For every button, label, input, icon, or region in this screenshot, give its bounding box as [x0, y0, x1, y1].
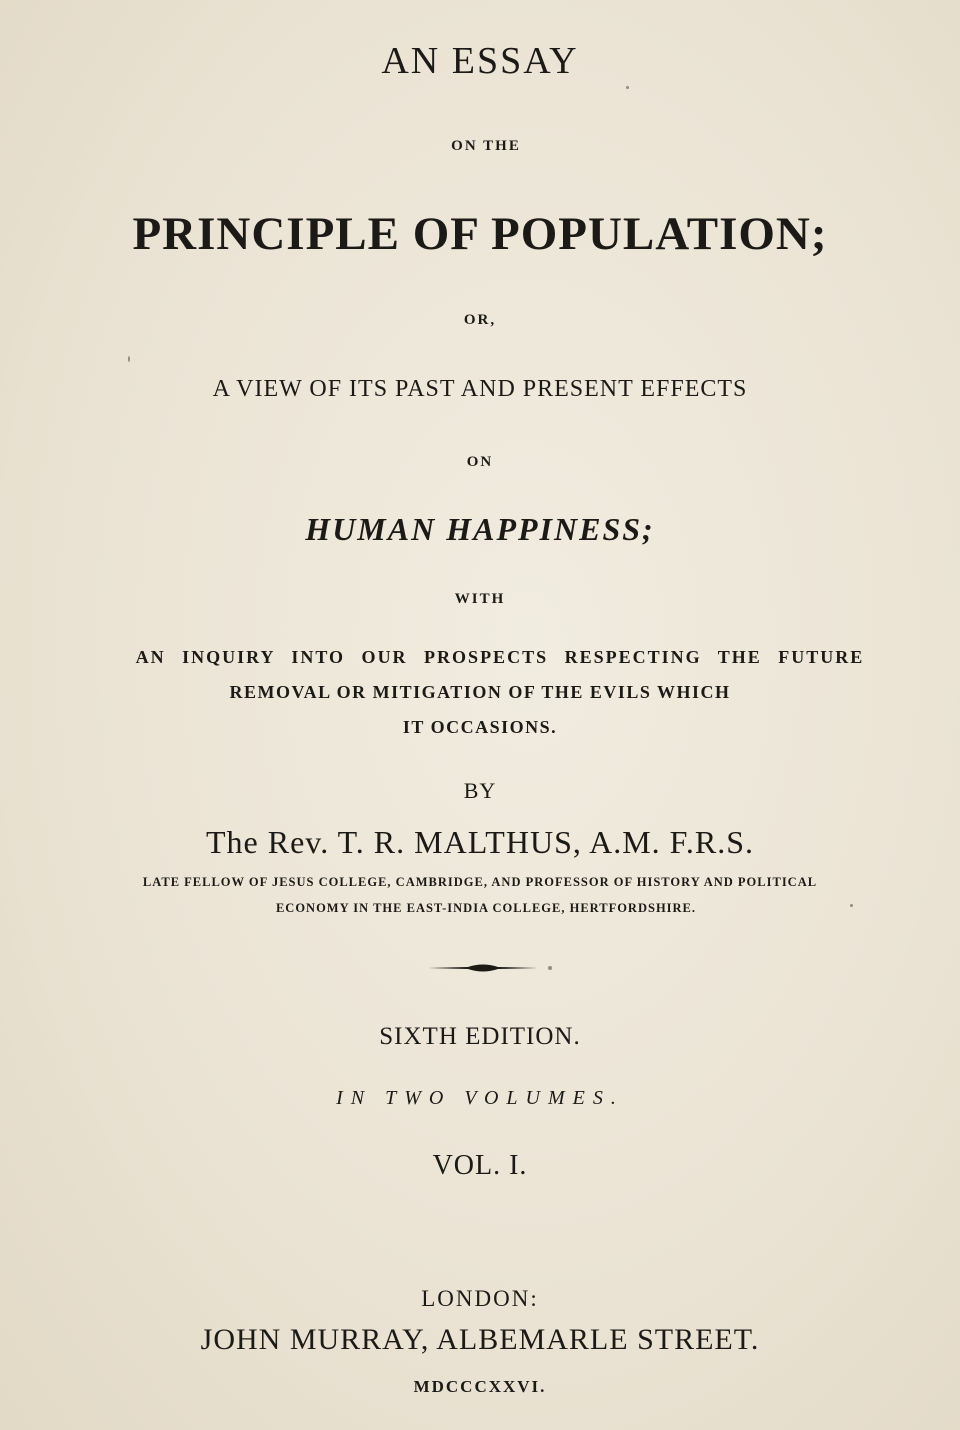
- publisher: JOHN MURRAY, ALBEMARLE STREET.: [200, 1323, 760, 1356]
- by-line: BY: [463, 778, 497, 803]
- publication-date: MDCCCXXVI.: [413, 1377, 547, 1396]
- volumes-note: IN TWO VOLUMES.: [336, 1087, 624, 1109]
- title-with: WITH: [454, 591, 506, 607]
- inquiry-line-1: AN INQUIRY INTO OUR PROSPECTS RESPECTING THE FUTURE: [135, 647, 865, 667]
- paper-speck: [850, 904, 853, 907]
- inquiry-line-2: REMOVAL OR MITIGATION OF THE EVILS WHICH: [229, 682, 731, 702]
- title-on: ON: [466, 454, 494, 470]
- ornament-rule: [428, 960, 538, 976]
- edition: SIXTH EDITION.: [379, 1023, 581, 1050]
- author-affiliation-line-2: ECONOMY IN THE EAST-INDIA COLLEGE, HERTFORDSHIRE.: [275, 901, 697, 915]
- inquiry-line-3: IT OCCASIONS.: [402, 717, 558, 737]
- main-title: PRINCIPLE OF POPULATION;: [132, 208, 828, 260]
- title-or: OR,: [463, 312, 497, 328]
- paper-speck: [548, 966, 552, 970]
- subtitle-view: A VIEW OF ITS PAST AND PRESENT EFFECTS: [212, 376, 748, 402]
- author-name: The Rev. T. R. MALTHUS, A.M. F.R.S.: [205, 824, 755, 860]
- title-an-essay: AN ESSAY: [381, 40, 579, 82]
- subtitle-human-happiness: HUMAN HAPPINESS;: [305, 511, 655, 547]
- imprint-place: LONDON:: [421, 1286, 539, 1311]
- paper-speck: [128, 356, 130, 362]
- title-on-the: ON THE: [451, 138, 521, 154]
- volume-number: VOL. I.: [432, 1150, 528, 1181]
- author-affiliation-line-1: LATE FELLOW OF JESUS COLLEGE, CAMBRIDGE, AND PROFESSOR OF HISTORY AND POLITICAL: [142, 875, 818, 889]
- paper-speck: [626, 86, 629, 89]
